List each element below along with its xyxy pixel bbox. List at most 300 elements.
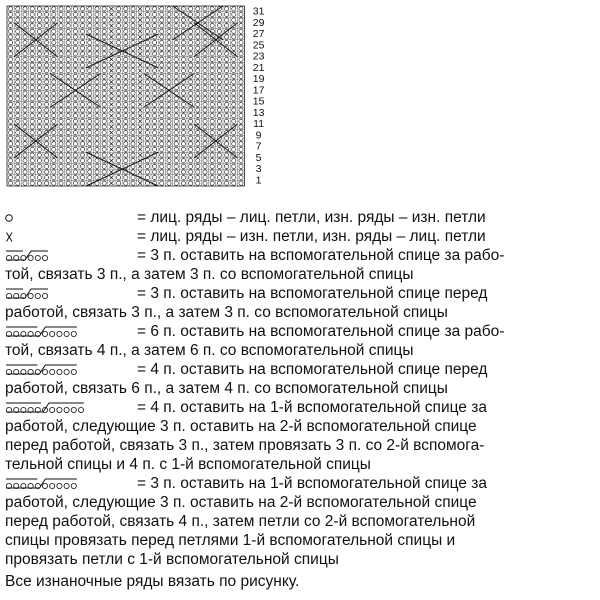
row-number: 25 [252,39,265,52]
knit-stitch [95,52,99,56]
knit-stitch [23,102,27,106]
knit-stitch [239,130,243,134]
knit-stitch [81,142,85,146]
knit-stitch [81,24,85,28]
knit-stitch [88,164,92,168]
knit-stitch [66,57,70,61]
knit-stitch [88,130,92,134]
row-number: 3 [255,163,262,176]
knit-stitch [117,80,121,84]
knit-stitch [16,46,20,50]
knitting-chart [0,0,600,200]
knit-stitch [52,46,56,50]
knit-stitch [145,170,149,174]
knit-stitch [217,108,221,112]
knit-stitch [45,102,49,106]
knit-stitch [124,91,128,95]
knit-stitch [167,159,171,163]
knit-stitch [217,147,221,151]
knit-stitch [131,69,135,73]
knit-stitch [37,119,41,123]
knit-stitch [174,80,178,84]
knit-stitch [203,69,207,73]
purl-stitch [109,29,113,33]
knit-stitch [16,108,20,112]
knit-stitch [95,97,99,101]
knit-stitch [117,97,121,101]
knit-stitch [66,102,70,106]
knit-stitch [81,7,85,11]
knit-stitch [225,175,229,179]
knit-stitch [174,170,178,174]
knit-stitch [225,136,229,140]
knit-stitch [189,159,193,163]
knit-stitch [239,69,243,73]
legend-description: = 6 п. оставить на вспомогательной спице за рабо- [137,323,505,340]
knit-stitch [145,80,149,84]
knit-stitch [59,35,63,39]
knit-stitch [210,57,214,61]
knit-stitch [73,136,77,140]
knit-stitch [16,130,20,134]
knit-stitch [30,24,34,28]
knit-stitch [30,175,34,179]
knit-stitch [37,80,41,84]
knit-stitch [59,153,63,157]
knit-stitch [73,63,77,67]
knit-stitch [196,130,200,134]
knit-stitch [160,7,164,11]
knit-stitch [102,114,106,118]
knit-stitch [131,7,135,11]
knit-stitch [167,80,171,84]
knit-stitch [73,29,77,33]
knit-stitch [9,57,13,61]
knit-stitch [9,91,13,95]
legend-description-continued: работой, следующие 3 п. оставить на 2-й вспомогательной спице [5,494,477,511]
knit-stitch [23,136,27,140]
purl-stitch [109,159,113,163]
knit-stitch [88,91,92,95]
knit-stitch [203,102,207,106]
legend-item [5,398,595,474]
knit-stitch [102,97,106,101]
knit-stitch [30,159,34,163]
cable-6-4-front-icon [5,362,125,378]
knit-stitch [189,85,193,89]
knit-stitch [81,74,85,78]
knit-stitch [117,125,121,129]
knit-stitch [117,91,121,95]
knit-stitch [145,52,149,56]
purl-stitch [109,142,113,146]
knit-stitch [30,80,34,84]
knit-stitch [124,69,128,73]
knit-stitch [225,164,229,168]
knit-stitch [52,181,56,185]
knit-stitch [174,24,178,28]
knit-stitch [153,159,157,163]
knit-stitch [167,102,171,106]
knit-stitch [239,108,243,112]
knit-stitch [52,142,56,146]
row-number: 29 [252,16,265,29]
knit-stitch [95,170,99,174]
knit-stitch [181,164,185,168]
knit-stitch [16,147,20,151]
knit-stitch [203,40,207,44]
knit-stitch [181,63,185,67]
knit-stitch [174,136,178,140]
knit-stitch [102,181,106,185]
knit-stitch [66,46,70,50]
knit-stitch [160,147,164,151]
knit-stitch [145,29,149,33]
knit-stitch [59,159,63,163]
knit-stitch [73,69,77,73]
knit-stitch [117,12,121,16]
row-number: 27 [252,28,265,41]
knit-stitch [52,159,56,163]
knit-stitch [124,114,128,118]
purl-stitch [109,136,113,140]
knit-stitch [174,119,178,123]
knit-stitch [66,12,70,16]
knit-stitch [59,136,63,140]
knit-stitch [160,130,164,134]
knit-stitch [239,153,243,157]
knit-stitch [217,114,221,118]
row-number: 15 [252,95,265,108]
knit-stitch [225,24,229,28]
knit-stitch [160,35,164,39]
knit-stitch [232,74,236,78]
knit-stitch [59,57,63,61]
knit-stitch [37,108,41,112]
knit-stitch [37,159,41,163]
knit-stitch [45,40,49,44]
knit-stitch [174,153,178,157]
knit-stitch [203,63,207,67]
knit-stitch [225,69,229,73]
knit-stitch [30,108,34,112]
knit-stitch [153,142,157,146]
knit-stitch [181,85,185,89]
knit-stitch [203,159,207,163]
knit-stitch [95,125,99,129]
knit-stitch [124,97,128,101]
knit-stitch [45,80,49,84]
knit-stitch [37,46,41,50]
knit-stitch [210,108,214,112]
knit-stitch [124,130,128,134]
knit-stitch [174,18,178,22]
knit-stitch [95,91,99,95]
knit-stitch [117,142,121,146]
knit-stitch [232,97,236,101]
knit-stitch [167,29,171,33]
knit-stitch [52,130,56,134]
knit-stitch [174,130,178,134]
knit-stitch [16,114,20,118]
knit-stitch [145,130,149,134]
knit-stitch [189,142,193,146]
knit-stitch [189,175,193,179]
knit-stitch [73,142,77,146]
knit-stitch [145,119,149,123]
knit-stitch [16,35,20,39]
knit-stitch [145,24,149,28]
knit-stitch [52,35,56,39]
knit-stitch [145,12,149,16]
knit-stitch [9,142,13,146]
knit-stitch [167,24,171,28]
knit-stitch [95,46,99,50]
knit-stitch [225,159,229,163]
knit-stitch [181,125,185,129]
knit-stitch [81,29,85,33]
knit-stitch [45,114,49,118]
purl-stitch [109,119,113,123]
knit-stitch [117,35,121,39]
knit-stitch [45,52,49,56]
knit-stitch [45,7,49,11]
knit-stitch [189,80,193,84]
knit-stitch [239,159,243,163]
knit-stitch [102,130,106,134]
knit-stitch [203,175,207,179]
knit-stitch [181,153,185,157]
knit-stitch [16,164,20,168]
knit-stitch [45,91,49,95]
knit-stitch [232,80,236,84]
knit-stitch [203,164,207,168]
knit-stitch [16,7,20,11]
knit-stitch [102,18,106,22]
knit-stitch [203,52,207,56]
knit-stitch [210,114,214,118]
knit-stitch [239,18,243,22]
knit-stitch [23,18,27,22]
knit-stitch [16,40,20,44]
knit-stitch [45,24,49,28]
knit-stitch [52,164,56,168]
knit-stitch [23,69,27,73]
knit-stitch [73,24,77,28]
knit-stitch [45,63,49,67]
knit-stitch [117,119,121,123]
knit-stitch [174,102,178,106]
knit-stitch [16,63,20,67]
knit-stitch [203,181,207,185]
knit-stitch [37,85,41,89]
knit-stitch [124,108,128,112]
knit-stitch [167,40,171,44]
knit-stitch [131,80,135,84]
cable-3-3-front-icon [5,286,125,302]
knit-stitch [45,119,49,123]
knit-stitch [153,18,157,22]
knit-stitch [217,91,221,95]
purl-stitch [109,108,113,112]
knit-stitch [167,147,171,151]
knit-stitch [23,175,27,179]
knit-stitch [217,164,221,168]
knit-stitch [124,147,128,151]
knit-stitch [167,108,171,112]
knit-stitch [153,175,157,179]
knit-stitch [145,69,149,73]
knit-stitch [131,147,135,151]
knit-stitch [153,91,157,95]
knit-stitch [124,142,128,146]
knit-stitch [45,57,49,61]
knit-stitch [145,85,149,89]
knit-stitch [124,7,128,11]
knit-stitch [167,18,171,22]
knit-stitch [196,12,200,16]
knit-stitch [189,69,193,73]
purl-stitch [138,7,142,11]
knit-stitch [153,119,157,123]
knit-stitch [52,63,56,67]
knit-stitch [23,35,27,39]
knit-stitch [239,114,243,118]
purl-stitch [109,24,113,28]
knit-stitch [73,40,77,44]
knit-stitch [189,91,193,95]
knit-stitch [203,74,207,78]
knit-stitch [153,164,157,168]
legend-description: = 3 п. оставить на вспомогательной спице за рабо- [137,247,505,264]
knit-stitch [131,136,135,140]
knit-stitch [160,102,164,106]
knit-stitch [210,147,214,151]
knit-stitch [30,164,34,168]
knit-stitch [95,114,99,118]
knit-stitch [181,91,185,95]
knit-stitch [196,40,200,44]
row-number: 5 [255,151,262,164]
knit-stitch [16,142,20,146]
knit-stitch [37,181,41,185]
knit-stitch [196,69,200,73]
knit-stitch [181,159,185,163]
knit-stitch [59,7,63,11]
knit-stitch [66,130,70,134]
knit-stitch [88,18,92,22]
knit-stitch [203,153,207,157]
knit-stitch [73,97,77,101]
knit-stitch [189,35,193,39]
knit-stitch [217,125,221,129]
knit-stitch [131,63,135,67]
knit-stitch [9,74,13,78]
knit-stitch [66,52,70,56]
knit-stitch [225,35,229,39]
knit-stitch [232,18,236,22]
knit-stitch [232,12,236,16]
knit-stitch [45,69,49,73]
cable-4-6-back-icon [5,324,125,340]
knit-stitch [153,102,157,106]
knit-stitch [23,57,27,61]
knit-stitch [174,108,178,112]
knit-stitch [52,80,56,84]
knit-stitch [239,170,243,174]
knit-stitch [210,80,214,84]
knit-stitch [30,12,34,16]
knit-stitch [23,159,27,163]
knit-stitch [217,97,221,101]
knit-stitch [66,63,70,67]
knit-stitch [52,40,56,44]
knit-stitch [45,35,49,39]
knit-stitch [81,125,85,129]
knit-stitch [189,108,193,112]
knit-stitch [167,142,171,146]
knit-stitch [30,170,34,174]
knit-stitch [81,97,85,101]
knit-stitch [145,46,149,50]
knit-stitch [189,97,193,101]
knit-stitch [30,102,34,106]
knit-stitch [52,108,56,112]
knit-stitch [167,164,171,168]
knit-stitch [153,130,157,134]
knit-stitch [196,80,200,84]
knit-stitch [181,102,185,106]
knit-stitch [225,108,229,112]
knit-stitch [210,18,214,22]
knit-stitch [131,40,135,44]
purl-stitch [138,35,142,39]
knit-stitch [102,136,106,140]
knit-stitch [66,170,70,174]
knit-stitch [239,35,243,39]
knit-stitch [30,181,34,185]
knit-stitch [66,142,70,146]
knit-stitch [37,102,41,106]
knit-stitch [66,18,70,22]
knit-stitch [203,119,207,123]
knit-stitch [16,181,20,185]
knit-stitch [167,181,171,185]
knit-stitch [203,97,207,101]
knit-stitch [59,40,63,44]
knit-stitch [9,80,13,84]
knit-stitch [23,12,27,16]
legend-description: = 4 п. оставить на вспомогательной спице перед [137,361,488,378]
knit-stitch [203,170,207,174]
knit-stitch [88,175,92,179]
knit-stitch [160,46,164,50]
legend-description-continued: той, связать 4 п., а затем 6 п. со вспомогательной спицы [5,342,414,359]
knit-stitch [124,57,128,61]
knit-stitch [189,7,193,11]
purl-stitch [138,29,142,33]
knit-stitch [160,119,164,123]
knit-stitch [59,24,63,28]
knit-stitch [225,80,229,84]
knit-stitch [167,119,171,123]
knit-stitch [66,35,70,39]
knit-stitch [232,136,236,140]
knit-stitch [30,85,34,89]
knit-stitch [124,24,128,28]
row-number: 13 [252,106,265,119]
knit-stitch [145,125,149,129]
